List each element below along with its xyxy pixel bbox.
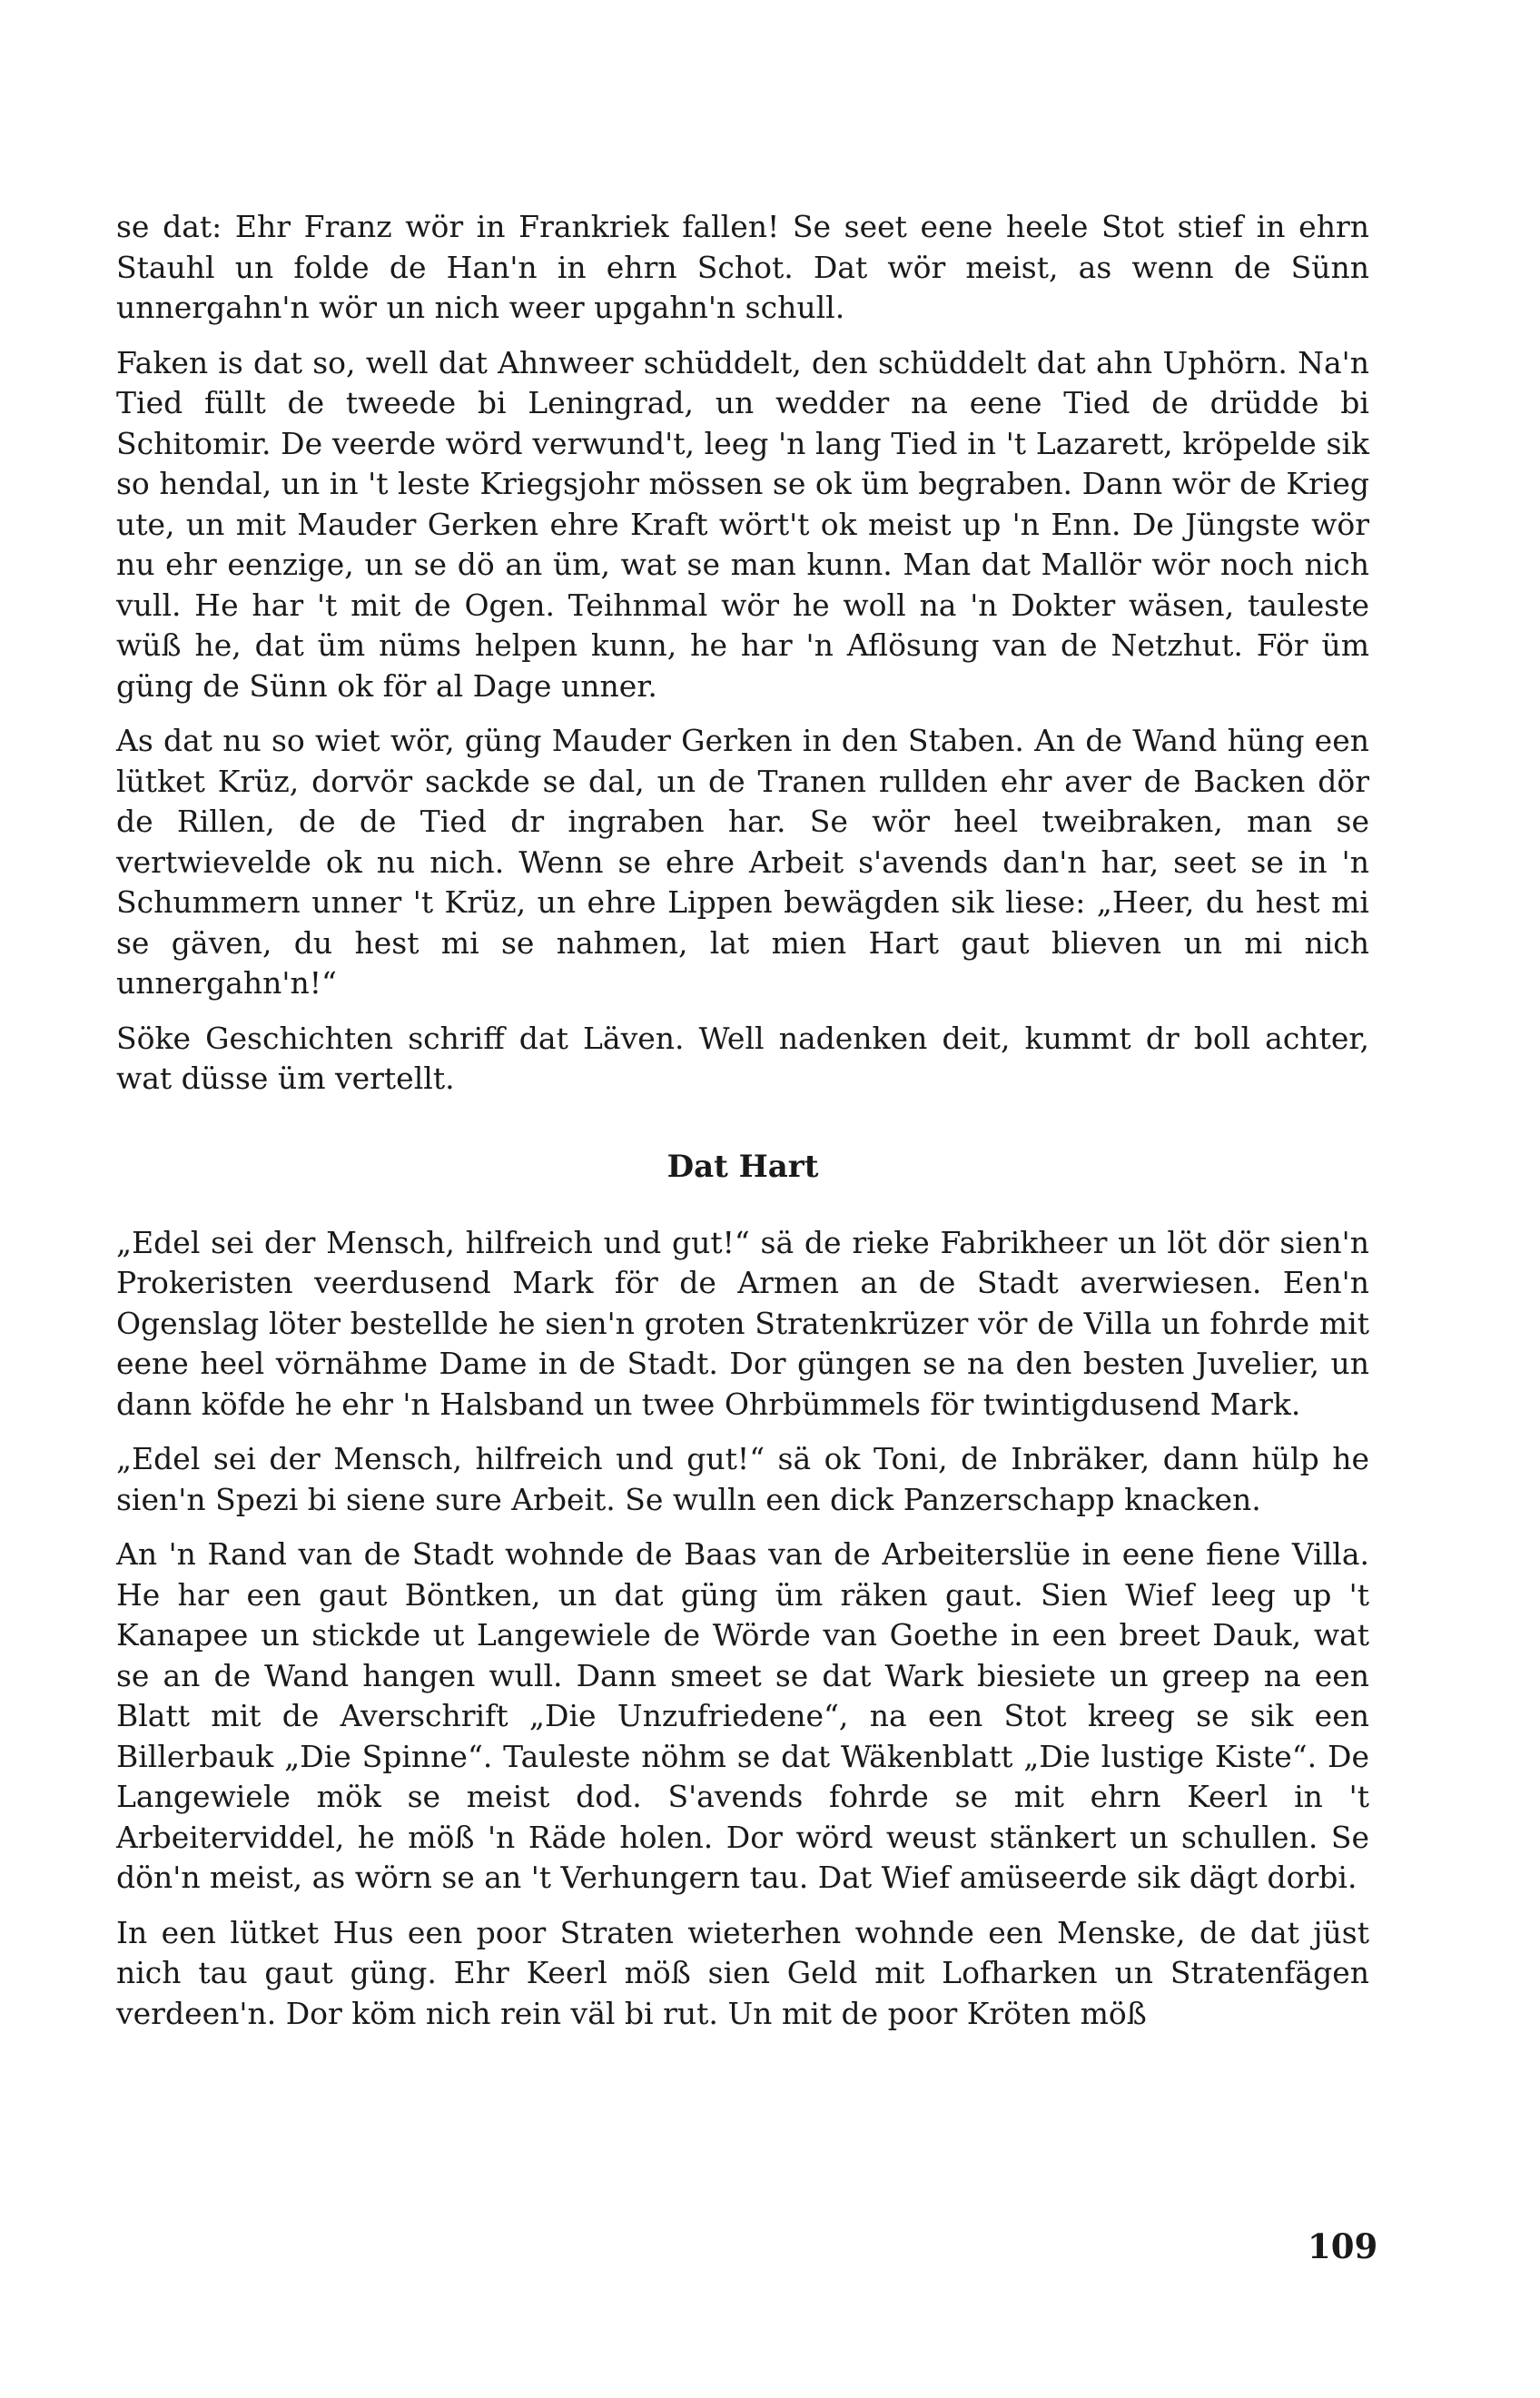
paragraph: „Edel sei der Mensch, hilfreich und gut!“ sä ok Toni, de Inbräker, dann hülp he sien'n Spezi bi siene sure Arbeit. Se wulln een dick Panzerschapp knacken. <box>116 1441 1369 1517</box>
paragraph: As dat nu so wiet wör, güng Mauder Gerken in den Staben. An de Wand hüng een lütket Krüz, dorvör sackde se dal, un de Tranen rullden ehr aver de Backen dör de Rillen, de de Tied dr ingraben har. Se wör heel tweibraken, man se vertwievelde ok nu nich. Wenn se ehre Arbeit s'avends dan'n har, seet se in 'n Schummern unner 't Krüz, un ehre Lippen bewägden sik liese: „Heer, du hest mi se gäven, du hest mi se nahmen, lat mien Hart gaut blieven un mi nich unnergahn'n!“ <box>116 723 1369 1001</box>
paragraph: An 'n Rand van de Stadt wohnde de Baas van de Arbeiterslüe in eene fiene Villa. He har een gaut Böntken, un dat güng üm räken gaut. Sien Wief leeg up 't Kanapee un stickde ut Langewiele de Wörde van Goethe in een breet Dauk, wat se an de Wand hangen wull. Dann smeet se dat Wark biesiete un greep na een Blatt mit de Averschrift „Die Unzufriedene“, na een Stot kreeg se sik een Billerbauk „Die Spinne“. Tauleste nöhm se dat Wäkenblatt „Die lustige Kiste“. De Langewiele mök se meist dod. S'avends fohrde se mit ehrn Keerl in 't Arbeiterviddel, he möß 'n Räde holen. Dor wörd weust stänkert un schullen. Se dön'n meist, as wörn se an 't Verhungern tau. Dat Wief amüseerde sik dägt dorbi. <box>116 1536 1369 1895</box>
paragraph: Faken is dat so, well dat Ahnweer schüddelt, den schüddelt dat ahn Uphörn. Na'n Tied füllt de tweede bi Leningrad, un wedder na eene Tied de drüdde bi Schitomir. De veerde wörd verwund't, leeg 'n lang Tied in 't Lazarett, kröpelde sik so hendal, un in 't leste Kriegsjohr mössen se ok üm begraben. Dann wör de Krieg ute, un mit Mauder Gerken ehre Kraft wört't ok meist up 'n Enn. De Jüngste wör nu ehr eenzige, un se dö an üm, wat se man kunn. Man dat Mallör wör noch nich vull. He har 't mit de Ogen. Teihnmal wör he woll na 'n Dokter wäsen, tauleste wüß he, dat üm nüms helpen kunn, he har 'n Aflösung van de Netzhut. För üm güng de Sünn ok för al Dage unner. <box>116 344 1369 704</box>
paragraph: se dat: Ehr Franz wör in Frankriek fallen! Se seet eene heele Stot stief in ehrn Stauhl un folde de Han'n in ehrn Schot. Dat wör meist, as wenn de Sünn unnergahn'n wör un nich weer upgahn'n schull. <box>116 209 1369 325</box>
page-number: 109 <box>1308 2226 1378 2266</box>
page-body <box>116 207 1369 2048</box>
paragraph: In een lütket Hus een poor Straten wieterhen wohnde een Menske, de dat jüst nich tau gaut güng. Ehr Keerl möß sien Geld mit Lofharken un Stratenfägen verdeen'n. Dor köm nich rein väl bi rut. Un mit de poor Kröten möß <box>116 1914 1369 2031</box>
paragraph: „Edel sei der Mensch, hilfreich und gut!“ sä de rieke Fabrikheer un löt dör sien'n Prokeristen veerdusend Mark för de Armen an de Stadt averwiesen. Een'n Ogenslag löter bestellde he sien'n groten Stratenkrüzer vör de Villa un fohrde mit eene heel vörnähme Dame in de Stadt. Dor güngen se na den besten Juvelier, un dann köfde he ehr 'n Halsband un twee Ohrbümmels för twintigdusend Mark. <box>116 1224 1369 1422</box>
paragraph: Söke Geschichten schriff dat Läven. Well nadenken deit, kummt dr boll achter, wat düsse üm vertellt. <box>116 1020 1369 1096</box>
section-heading: Dat Hart <box>666 1148 819 1185</box>
